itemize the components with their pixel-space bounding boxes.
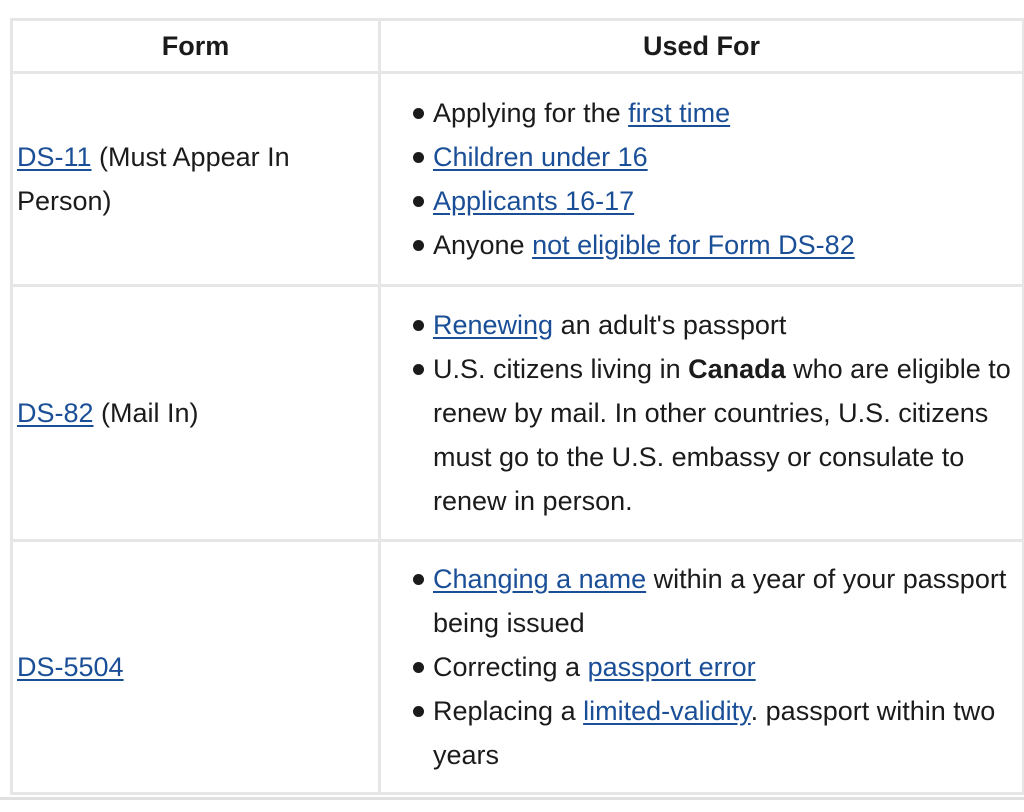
renewing-link[interactable]: Renewing xyxy=(433,310,554,340)
list-item: Correcting a passport error xyxy=(381,645,1014,689)
list-item xyxy=(381,179,1014,223)
form-note: (Must Appear In Person) xyxy=(17,142,290,216)
bullet-icon xyxy=(413,364,424,375)
bullet-icon xyxy=(413,196,424,207)
limited-validity-link[interactable]: limited-validity xyxy=(583,696,751,726)
used-for-cell xyxy=(380,286,1024,541)
ds-82-link[interactable]: DS-82 xyxy=(17,398,94,428)
table-row xyxy=(12,541,1024,794)
list-item: Changing a name within a year of your passport being issued xyxy=(381,557,1014,645)
form-name xyxy=(17,645,374,689)
first-time-link[interactable]: first time xyxy=(628,98,731,128)
list-item: Applying for the first time xyxy=(381,91,1014,135)
bullet-icon xyxy=(413,152,424,163)
form-name xyxy=(17,135,374,223)
bullet-icon xyxy=(413,706,424,717)
list-item xyxy=(381,135,1014,179)
used-for-list xyxy=(381,303,1014,523)
children-under-16-link[interactable]: Children under 16 xyxy=(433,142,648,172)
bullet-icon xyxy=(413,662,424,673)
passport-forms-table xyxy=(10,18,1024,795)
form-name xyxy=(17,391,374,435)
used-for-cell xyxy=(380,73,1024,286)
list-item: Replacing a limited-validity. passport within two years xyxy=(381,689,1014,777)
applicants-16-17-link[interactable]: Applicants 16-17 xyxy=(433,186,635,216)
used-for-cell xyxy=(380,541,1024,794)
ds-11-link[interactable]: DS-11 xyxy=(17,142,92,172)
list-item: Renewing an adult's passport xyxy=(381,303,1014,347)
column-header-form: Form xyxy=(12,20,380,73)
used-for-list xyxy=(381,91,1014,267)
bullet-icon xyxy=(413,574,424,585)
form-cell xyxy=(12,286,380,541)
changing-a-name-link[interactable]: Changing a name xyxy=(433,564,647,594)
list-item: U.S. citizens living in Canada who are eligible to renew by mail. In other countries, U.S. citizens must go to the U.S. embassy or consulate to renew in person. xyxy=(381,347,1014,523)
table-row xyxy=(12,73,1024,286)
list-item: Anyone not eligible for Form DS-82 xyxy=(381,223,1014,267)
passport-forms-table-container xyxy=(0,18,1024,800)
column-header-used-for: Used For xyxy=(380,20,1024,73)
bullet-icon xyxy=(413,320,424,331)
bullet-icon xyxy=(413,240,424,251)
form-note: (Mail In) xyxy=(93,398,199,428)
not-eligible-ds-82-link[interactable]: not eligible for Form DS-82 xyxy=(532,230,855,260)
bullet-icon xyxy=(413,108,424,119)
form-cell xyxy=(12,541,380,794)
canada-emphasis: Canada xyxy=(688,354,786,384)
table-row xyxy=(12,286,1024,541)
ds-5504-link[interactable]: DS-5504 xyxy=(17,652,124,682)
table-header-row xyxy=(12,20,1024,73)
form-cell xyxy=(12,73,380,286)
used-for-list xyxy=(381,557,1014,777)
passport-error-link[interactable]: passport error xyxy=(587,652,756,682)
